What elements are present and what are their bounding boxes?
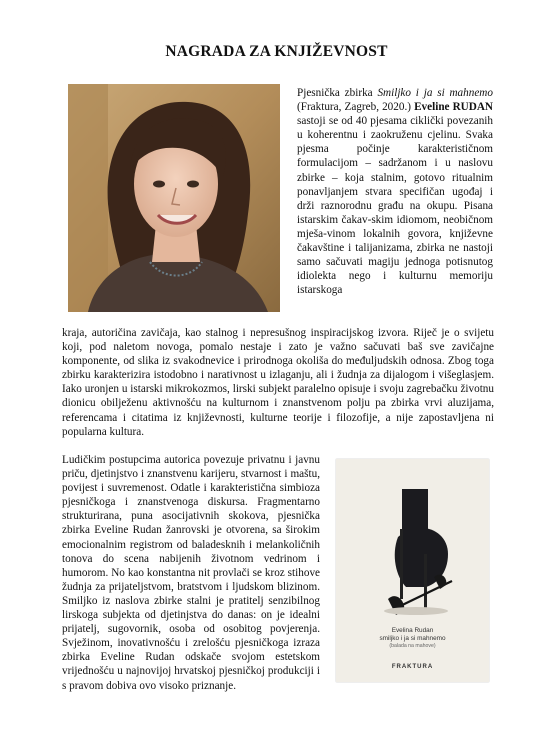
book-cover	[336, 459, 489, 682]
paragraph-final: Ludičkim postupcima autorica povezuje privatnu i javnu priču, djetinjstvo i znanstvenu karijeru, stvarnost i maštu, povijest i suvremenost. Odatle i karakteristična simbioza pjesničkoga i znanstvenoga diskursa. Fragmentarno strukturirana, puna asocijativnih skokova, pjesnička zbirka Eveline Rudan žanrovski je otvorena, sa širokim emocionalnim registrom od baladesknih i melankoličnih tonova do scena nabijenih životnom vedrinom i humorom. No kao konstantna nit provlači se kroz stihove žudnja za prijateljstvom, bratstvom i ljudskom blizinom. Smiljko iz naslova zbirke stalni je pratitelj senzibilnog lirskoga subjekta od djetinjstva do danas: on je idealni prijatelj, sugovornik, osoba od osobitog povjerenja. Svježinom, inovativnošću i zrelošću pjesničkoga izraza zbirka Eveline Rudan odskače svojom estetskom vrijednošću u najnovijoj hrvatskoj pjesničkoj produkciji i s pravom dobiva ovo visoko priznanje.	[62, 454, 320, 692]
cover-subtitle: (balada na mahove)	[389, 643, 436, 649]
page-title: NAGRADA ZA KNJIŽEVNOST	[165, 43, 388, 60]
cover-author: Evelina Rudan	[391, 627, 434, 634]
cover-publisher: FRAKTURA	[391, 664, 434, 670]
paragraph-middle: kraja, autoričina zavičaja, kao stalnog i nepresušnog inspiracijskog izvora. Riječ je o svijetu koji, pod naletom novoga, pomalo nestaje i zato je važno sačuvati baš sve zavičajne komponente, od slika iz svakodnevice i prirodnoga okoliša do međuljudskih odnosa. Zbog toga zbirku karakterizira istodobno i narativnost u izlaganju, ali i žudnja za dijalogom i višeglasjem. Iako uronjen u istarski mikrokozmos, lirski subjekt paralelno opisuje i svoju zagrebačku životnu dionicu obilježenu aktivnošću na kulturnom i znanstvenom polju pa zbirka vrvi aluzijama, referencama i citatima iz književnosti, kulturne teorije i filozofije, a nije zapostavljena ni popularna kultura.	[62, 327, 494, 438]
author-photo	[68, 84, 280, 312]
paragraph-intro: Pjesnička zbirka Smiljko i ja si mahnemo (Fraktura, Zagreb, 2020.) Eveline RUDAN sastoji se od 40 pjesama ciklički povezanih u koherentnu i zaokruženu cjelinu. Svaka pjesma počinje karakterističnom formulacijom – sadržanom i u naslovu zbirke – koja stalnim, gotovo ritualnim ponavljanjem stvara specifičan ugođaj i drži raznorodnu građu na okupu. Pisana istarskim čakav-skim idiomom, neobičnom mješa-vinom lokalnih govora, književne čakavštine i talijanizama, zbirka ne nastoji samo sačuvati magiju jednoga potisnutog idiolekta nego i kulturnu memoriju istarskoga	[297, 87, 493, 297]
cover-title: smiljko i ja si mahnemo	[379, 635, 446, 642]
